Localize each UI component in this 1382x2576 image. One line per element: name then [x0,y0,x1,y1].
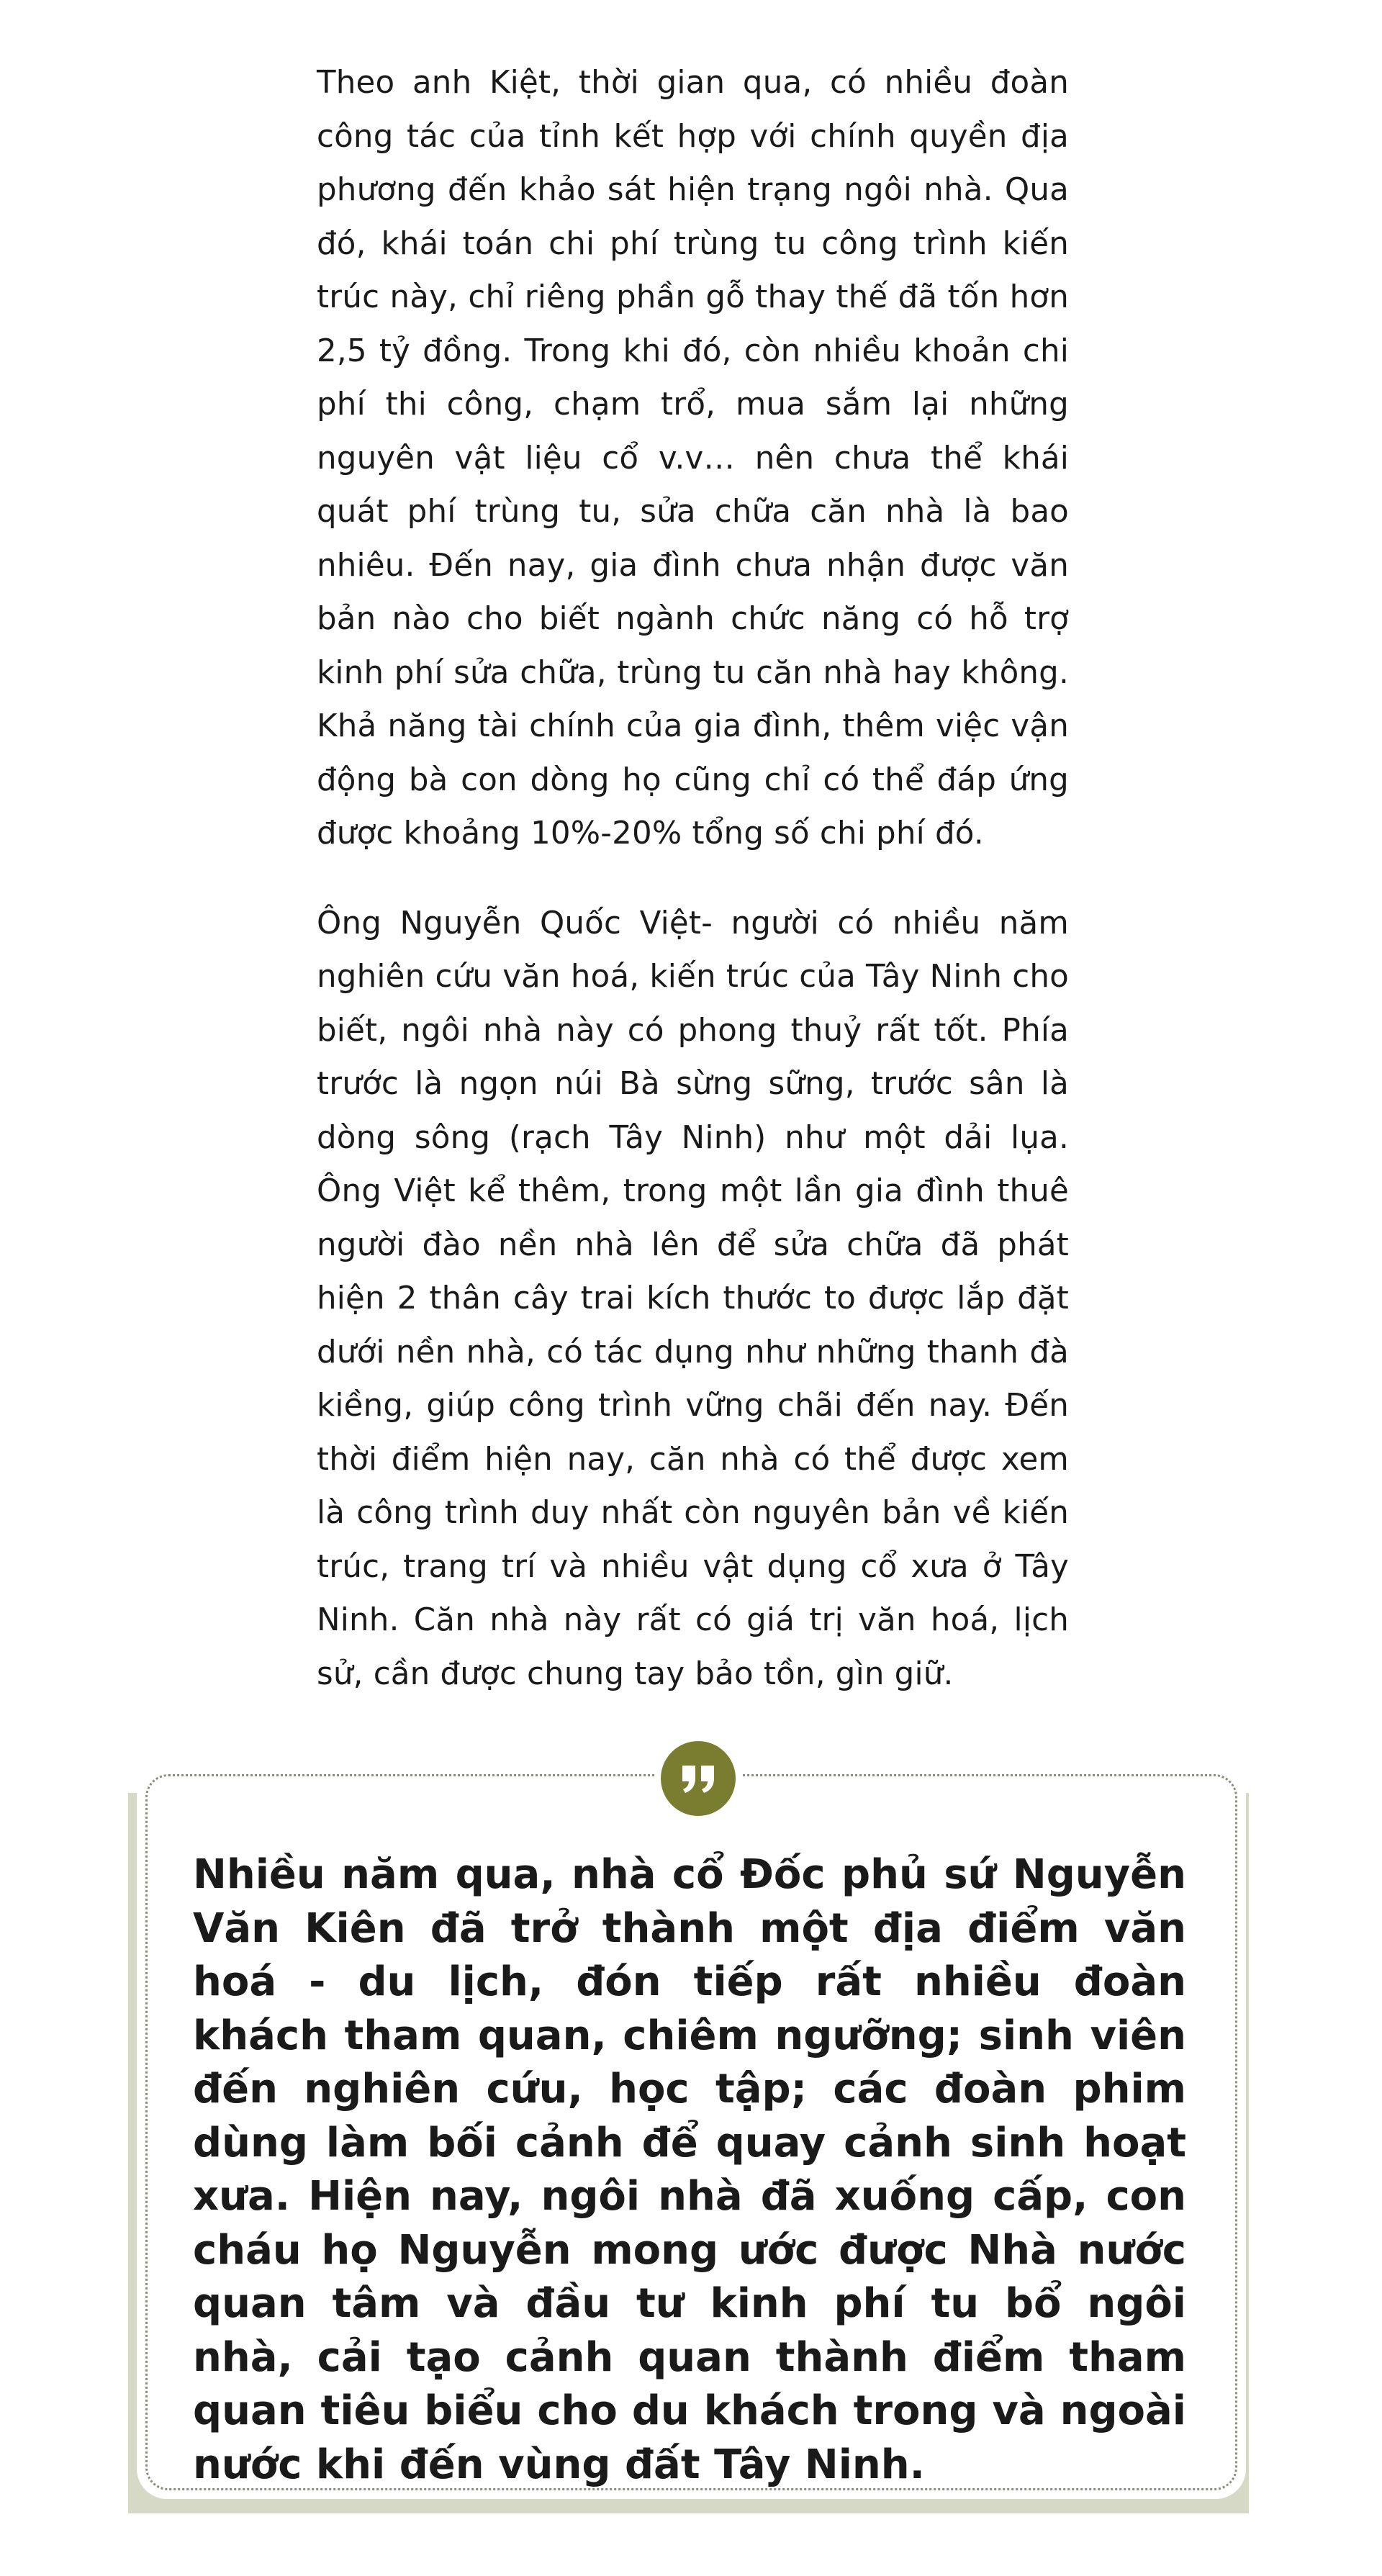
article-body [317,56,1069,1701]
quote-mark-icon [655,1735,741,1822]
article-paragraph: Theo anh Kiệt, thời gian qua, có nhiều đoàn công tác của tỉnh kết hợp với chính quyền địa phương đến khảo sát hiện trạng ngôi nhà. Qua đó, khái toán chi phí trùng tu công trình kiến trúc này, chỉ riêng phần gỗ thay thế đã tốn hơn 2,5 tỷ đồng. Trong khi đó, còn nhiều khoản chi phí thi công, chạm trổ, mua sắm lại những nguyên vật liệu cổ v.v… nên chưa thể khái quát phí trùng tu, sửa chữa căn nhà là bao nhiêu. Đến nay, gia đình chưa nhận được văn bản nào cho biết ngành chức năng có hỗ trợ kinh phí sửa chữa, trùng tu căn nhà hay không. Khả năng tài chính của gia đình, thêm việc vận động bà con dòng họ cũng chỉ có thể đáp ứng được khoảng 10%-20% tổng số chi phí đó. [317,65,1069,851]
article-paragraph: Ông Nguyễn Quốc Việt- người có nhiều năm nghiên cứu văn hoá, kiến trúc của Tây Ninh cho biết, ngôi nhà này có phong thuỷ rất tốt. Phía trước là ngọn núi Bà sừng sững, trước sân là dòng sông (rạch Tây Ninh) như một dải lụa. Ông Việt kể thêm, trong một lần gia đình thuê người đào nền nhà lên để sửa chữa đã phát hiện 2 thân cây trai kích thước to được lắp đặt dưới nền nhà, có tác dụng như những thanh đà kiềng, giúp công trình vững chãi đến nay. Đến thời điểm hiện nay, căn nhà có thể được xem là công trình duy nhất còn nguyên bản về kiến trúc, trang trí và nhiều vật dụng cổ xưa ở Tây Ninh. Căn nhà này rất có giá trị văn hoá, lịch sử, cần được chung tay bảo tồn, gìn giữ. [317,905,1069,1692]
pullquote-text: Nhiều năm qua, nhà cổ Đốc phủ sứ Nguyễn Văn Kiên đã trở thành một địa điểm văn hoá - du lịch, đón tiếp rất nhiều đoàn khách tham quan, chiêm ngưỡng; sinh viên đến nghiên cứu, học tập; các đoàn phim dùng làm bối cảnh để quay cảnh sinh hoạt xưa. Hiện nay, ngôi nhà đã xuống cấp, con cháu họ Nguyễn mong ước được Nhà nước quan tâm và đầu tư kinh phí tu bổ ngôi nhà, cải tạo cảnh quan thành điểm tham quan tiêu biểu cho du khách trong và ngoài nước khi đến vùng đất Tây Ninh. [193,1851,1186,2488]
